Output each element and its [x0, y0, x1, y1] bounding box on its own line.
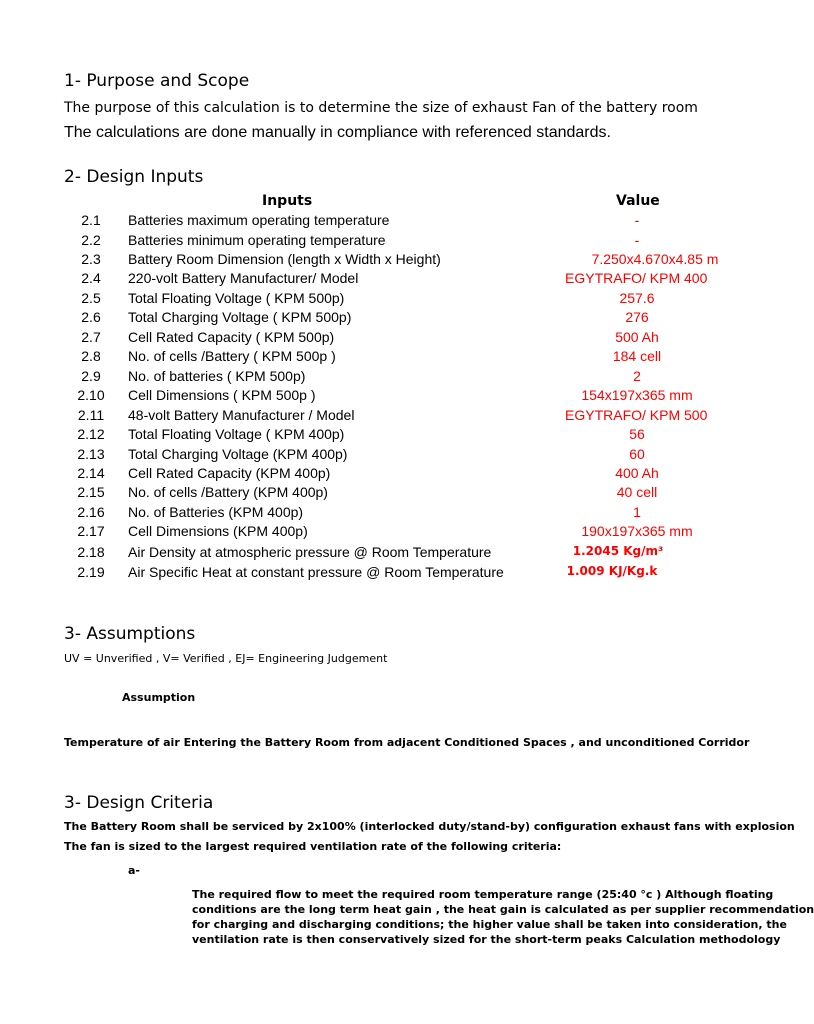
criteria-paragraph-line: conditions are the long term heat gain , the heat gain is calculated as per supplier recommendation [192, 903, 814, 916]
table-row [0, 309, 702, 328]
purpose-text: The purpose of this calculation is to determine the size of exhaust Fan of the battery room [64, 100, 698, 116]
table-row [0, 564, 702, 583]
row-value: 1.009 KJ/Kg.k [566, 564, 658, 578]
section-heading-purpose: 1- Purpose and Scope [64, 71, 250, 91]
row-label: Cell Rated Capacity ( KPM 500p) [128, 329, 335, 345]
column-header-assumption: Assumption [122, 691, 196, 704]
row-number: 2.10 [77, 387, 105, 403]
criteria-item-label: a- [128, 864, 140, 877]
row-value: 2 [633, 368, 641, 384]
table-row [0, 523, 702, 542]
table-row [0, 484, 702, 503]
row-label: No. of cells /Battery ( KPM 500p ) [128, 348, 336, 364]
criteria-paragraph-clip [192, 933, 781, 946]
row-number: 2.17 [77, 523, 105, 539]
section-heading-design-criteria: 3- Design Criteria [64, 793, 214, 813]
table-row [0, 348, 702, 367]
criteria-text-1: The Battery Room shall be serviced by 2x100% (interlocked duty/stand-by) configuration exhaust fans with explosion [64, 820, 795, 833]
row-number: 2.4 [81, 270, 101, 286]
row-value: 257.6 [619, 290, 655, 306]
row-number: 2.19 [77, 564, 105, 580]
row-number: 2.9 [81, 368, 101, 384]
row-value: 276 [625, 309, 649, 325]
row-number: 2.5 [81, 290, 101, 306]
table-row [0, 504, 702, 523]
row-number: 2.7 [81, 329, 101, 345]
row-number: 2.12 [77, 426, 105, 442]
row-value: 400 Ah [615, 465, 659, 481]
table-row [0, 407, 708, 426]
row-number: 2.2 [81, 232, 101, 248]
criteria-paragraph-line: The required flow to meet the required room temperature range (25:40 °c ) Although floating [192, 888, 774, 901]
row-number: 2.15 [77, 484, 105, 500]
row-label: Cell Rated Capacity (KPM 400p) [128, 465, 331, 481]
row-number: 2.6 [81, 309, 101, 325]
row-label: No. of Batteries (KPM 400p) [128, 504, 304, 520]
row-value: 7.250x4.670x4.85 m [591, 251, 719, 267]
row-number: 2.1 [81, 212, 101, 228]
row-value: 40 cell [616, 484, 658, 500]
row-number: 2.11 [77, 407, 105, 423]
row-label: Batteries maximum operating temperature [128, 212, 390, 228]
table-row [0, 270, 708, 289]
section-heading-assumptions: 3- Assumptions [64, 624, 196, 644]
table-row [0, 446, 702, 465]
table-row [0, 251, 719, 270]
criteria-text-2: The fan is sized to the largest required ventilation rate of the following criteria: [64, 840, 562, 853]
row-number: 2.8 [81, 348, 101, 364]
row-label: Cell Dimensions (KPM 400p) [128, 523, 308, 539]
row-value: 190x197x365 mm [581, 523, 693, 539]
row-value: 154x197x365 mm [581, 387, 693, 403]
row-value: - [634, 212, 640, 228]
row-value: 184 cell [612, 348, 662, 364]
row-label: Air Density at atmospheric pressure @ Room Temperature [128, 544, 492, 560]
row-label: Air Specific Heat at constant pressure @ Room Temperature [128, 564, 504, 580]
criteria-paragraph-line: ventilation rate is then conservatively sized for the short-term peaks Calculation methodology [192, 933, 781, 946]
row-label: Total Charging Voltage (KPM 400p) [128, 446, 348, 462]
row-value: 1 [633, 504, 641, 520]
row-number: 2.13 [77, 446, 105, 462]
row-label: Total Charging Voltage ( KPM 500p) [128, 309, 352, 325]
table-row [0, 329, 702, 348]
column-header-value: Value [616, 193, 660, 209]
table-row [0, 212, 702, 231]
table-row [0, 387, 702, 406]
row-value: 500 Ah [615, 329, 659, 345]
row-value: 56 [629, 426, 645, 442]
table-row [0, 232, 702, 251]
section-heading-design-inputs: 2- Design Inputs [64, 167, 204, 187]
table-row [0, 290, 702, 309]
table-row [0, 368, 702, 387]
row-value: EGYTRAFO/ KPM 500 [565, 407, 708, 423]
assumption-text: Temperature of air Entering the Battery Room from adjacent Conditioned Spaces , and unconditioned Corridor [64, 736, 750, 749]
row-label: Battery Room Dimension (length x Width x Height) [128, 251, 441, 267]
row-label: Total Floating Voltage ( KPM 500p) [128, 290, 345, 306]
row-label: Cell Dimensions ( KPM 500p ) [128, 387, 316, 403]
row-label: 48-volt Battery Manufacturer / Model [128, 407, 355, 423]
criteria-paragraph-line: for charging and discharging conditions; the higher value shall be taken into consideration, the [192, 918, 787, 931]
verification-legend: UV = Unverified , V= Verified , EJ= Engineering Judgement [64, 652, 388, 665]
table-row [0, 544, 702, 563]
column-header-inputs: Inputs [262, 193, 313, 209]
row-number: 2.16 [77, 504, 105, 520]
row-label: No. of batteries ( KPM 500p) [128, 368, 306, 384]
row-value: 60 [629, 446, 645, 462]
row-label: No. of cells /Battery (KPM 400p) [128, 484, 328, 500]
row-value: EGYTRAFO/ KPM 400 [565, 270, 708, 286]
row-number: 2.3 [81, 251, 101, 267]
table-row [0, 426, 702, 445]
row-value: - [634, 232, 640, 248]
row-label: Total Floating Voltage ( KPM 400p) [128, 426, 345, 442]
row-label: Batteries minimum operating temperature [128, 232, 386, 248]
row-number: 2.14 [77, 465, 105, 481]
compliance-text: The calculations are done manually in compliance with referenced standards. [64, 124, 611, 141]
table-row [0, 465, 702, 484]
row-label: 220-volt Battery Manufacturer/ Model [128, 270, 359, 286]
row-value: 1.2045 Kg/m³ [572, 544, 664, 558]
row-number: 2.18 [77, 544, 105, 560]
